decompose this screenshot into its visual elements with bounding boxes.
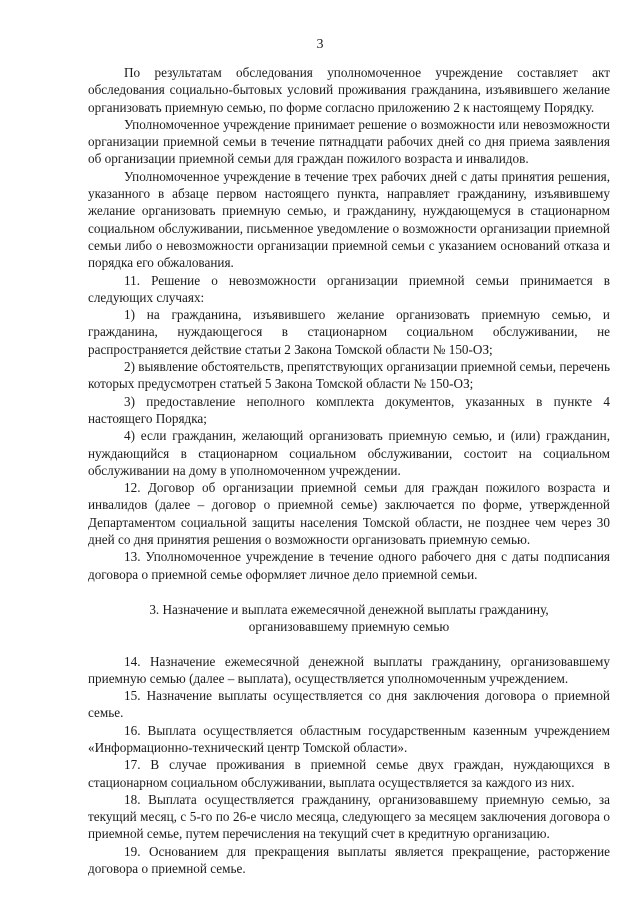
list-item-refusal-2: 2) выявление обстоятельств, препятствующих организации приемной семьи, перечень которых предусмотрен статьей 5 Закона Томской области № 150-ОЗ; — [88, 359, 610, 392]
list-item-refusal-3: 3) предоставление неполного комплекта документов, указанных в пункте 4 настоящего Порядка; — [88, 393, 610, 426]
paragraph-notification: Уполномоченное учреждение в течение трех рабочих дней с даты принятия решения, указанного в абзаце первом настоящего пункта, направляет гражданину, изъявившему желание организовать приемную семью, и гражданину, нуждающемуся в стационарном социальном обслуживании, письменное уведомление о возможности организации приемной семьи либо о невозможности организации приемной семьи с указанием оснований отказа и порядка его обжалования. — [88, 168, 610, 271]
paragraph-13-personal-file: 13. Уполномоченное учреждение в течение одного рабочего дня с даты подписания договора о приемной семье оформляет личное дело приемной семьи. — [88, 549, 610, 582]
document-body — [88, 64, 610, 877]
list-item-refusal-1: 1) на гражданина, изъявившего желание организовать приемную семью, и гражданина, нуждающегося в стационарном социальном обслуживании, не распространяется действие статьи 2 Закона Томской области № 150-ОЗ; — [88, 307, 610, 357]
paragraph-inspection-act: По результатам обследования уполномоченное учреждение составляет акт обследования социально-бытовых условий проживания гражданина, изъявившего желание организовать приемную семью, по форме согласно приложению 2 к настоящему Порядку. — [88, 65, 610, 115]
paragraph-16-payer: 16. Выплата осуществляется областным государственным казенным учреждением «Информационно-технический центр Томской области». — [88, 722, 610, 755]
paragraph-11-refusal-cases: 11. Решение о невозможности организации приемной семьи принимается в следующих случаях: — [88, 272, 610, 305]
paragraph-19-termination: 19. Основанием для прекращения выплаты является прекращение, расторжение договора о приемной семье. — [88, 843, 610, 877]
page-number: 3 — [316, 37, 324, 52]
paragraph-12-contract: 12. Договор об организации приемной семьи для граждан пожилого возраста и инвалидов (далее – договор о приемной семье) заключается по форме, утвержденной Департаментом социальной защиты населения Томской области, не позднее чем через 30 дней со дня принятия решения о возможности организовать приемную семью. — [88, 480, 610, 548]
paragraph-17-two-citizens: 17. В случае проживания в приемной семье двух граждан, нуждающихся в стационарном социальном обслуживании, выплата осуществляется за каждого из них. — [88, 757, 610, 790]
list-item-refusal-4: 4) если гражданин, желающий организовать приемную семью, и (или) гражданин, нуждающийся в стационарном социальном обслуживании, состоит на социальном обслуживании на дому в уполномоченном учреждении. — [88, 428, 610, 478]
paragraph-15-start-date: 15. Назначение выплаты осуществляется со дня заключения договора о приемной семье. — [88, 688, 610, 721]
paragraph-14-assignment: 14. Назначение ежемесячной денежной выплаты гражданину, организовавшему приемную семью (далее – выплата), осуществляется уполномоченным учреждением. — [88, 653, 610, 686]
section-heading-3: 3. Назначение и выплата ежемесячной денежной выплаты гражданину, организовавшему приемную семью — [149, 601, 549, 635]
paragraph-decision-term: Уполномоченное учреждение принимает решение о возможности или невозможности организации приемной семьи в течение пятнадцати рабочих дней со дня приема заявления об организации приемной семьи для граждан пожилого возраста и инвалидов. — [88, 116, 610, 167]
paragraph-18-payment-schedule: 18. Выплата осуществляется гражданину, организовавшему приемную семью, за текущий месяц, с 5-го по 26-е число месяца, следующего за месяцем заключения договора о приемной семье, путем перечисления на текущий счет в кредитную организацию. — [88, 791, 610, 842]
